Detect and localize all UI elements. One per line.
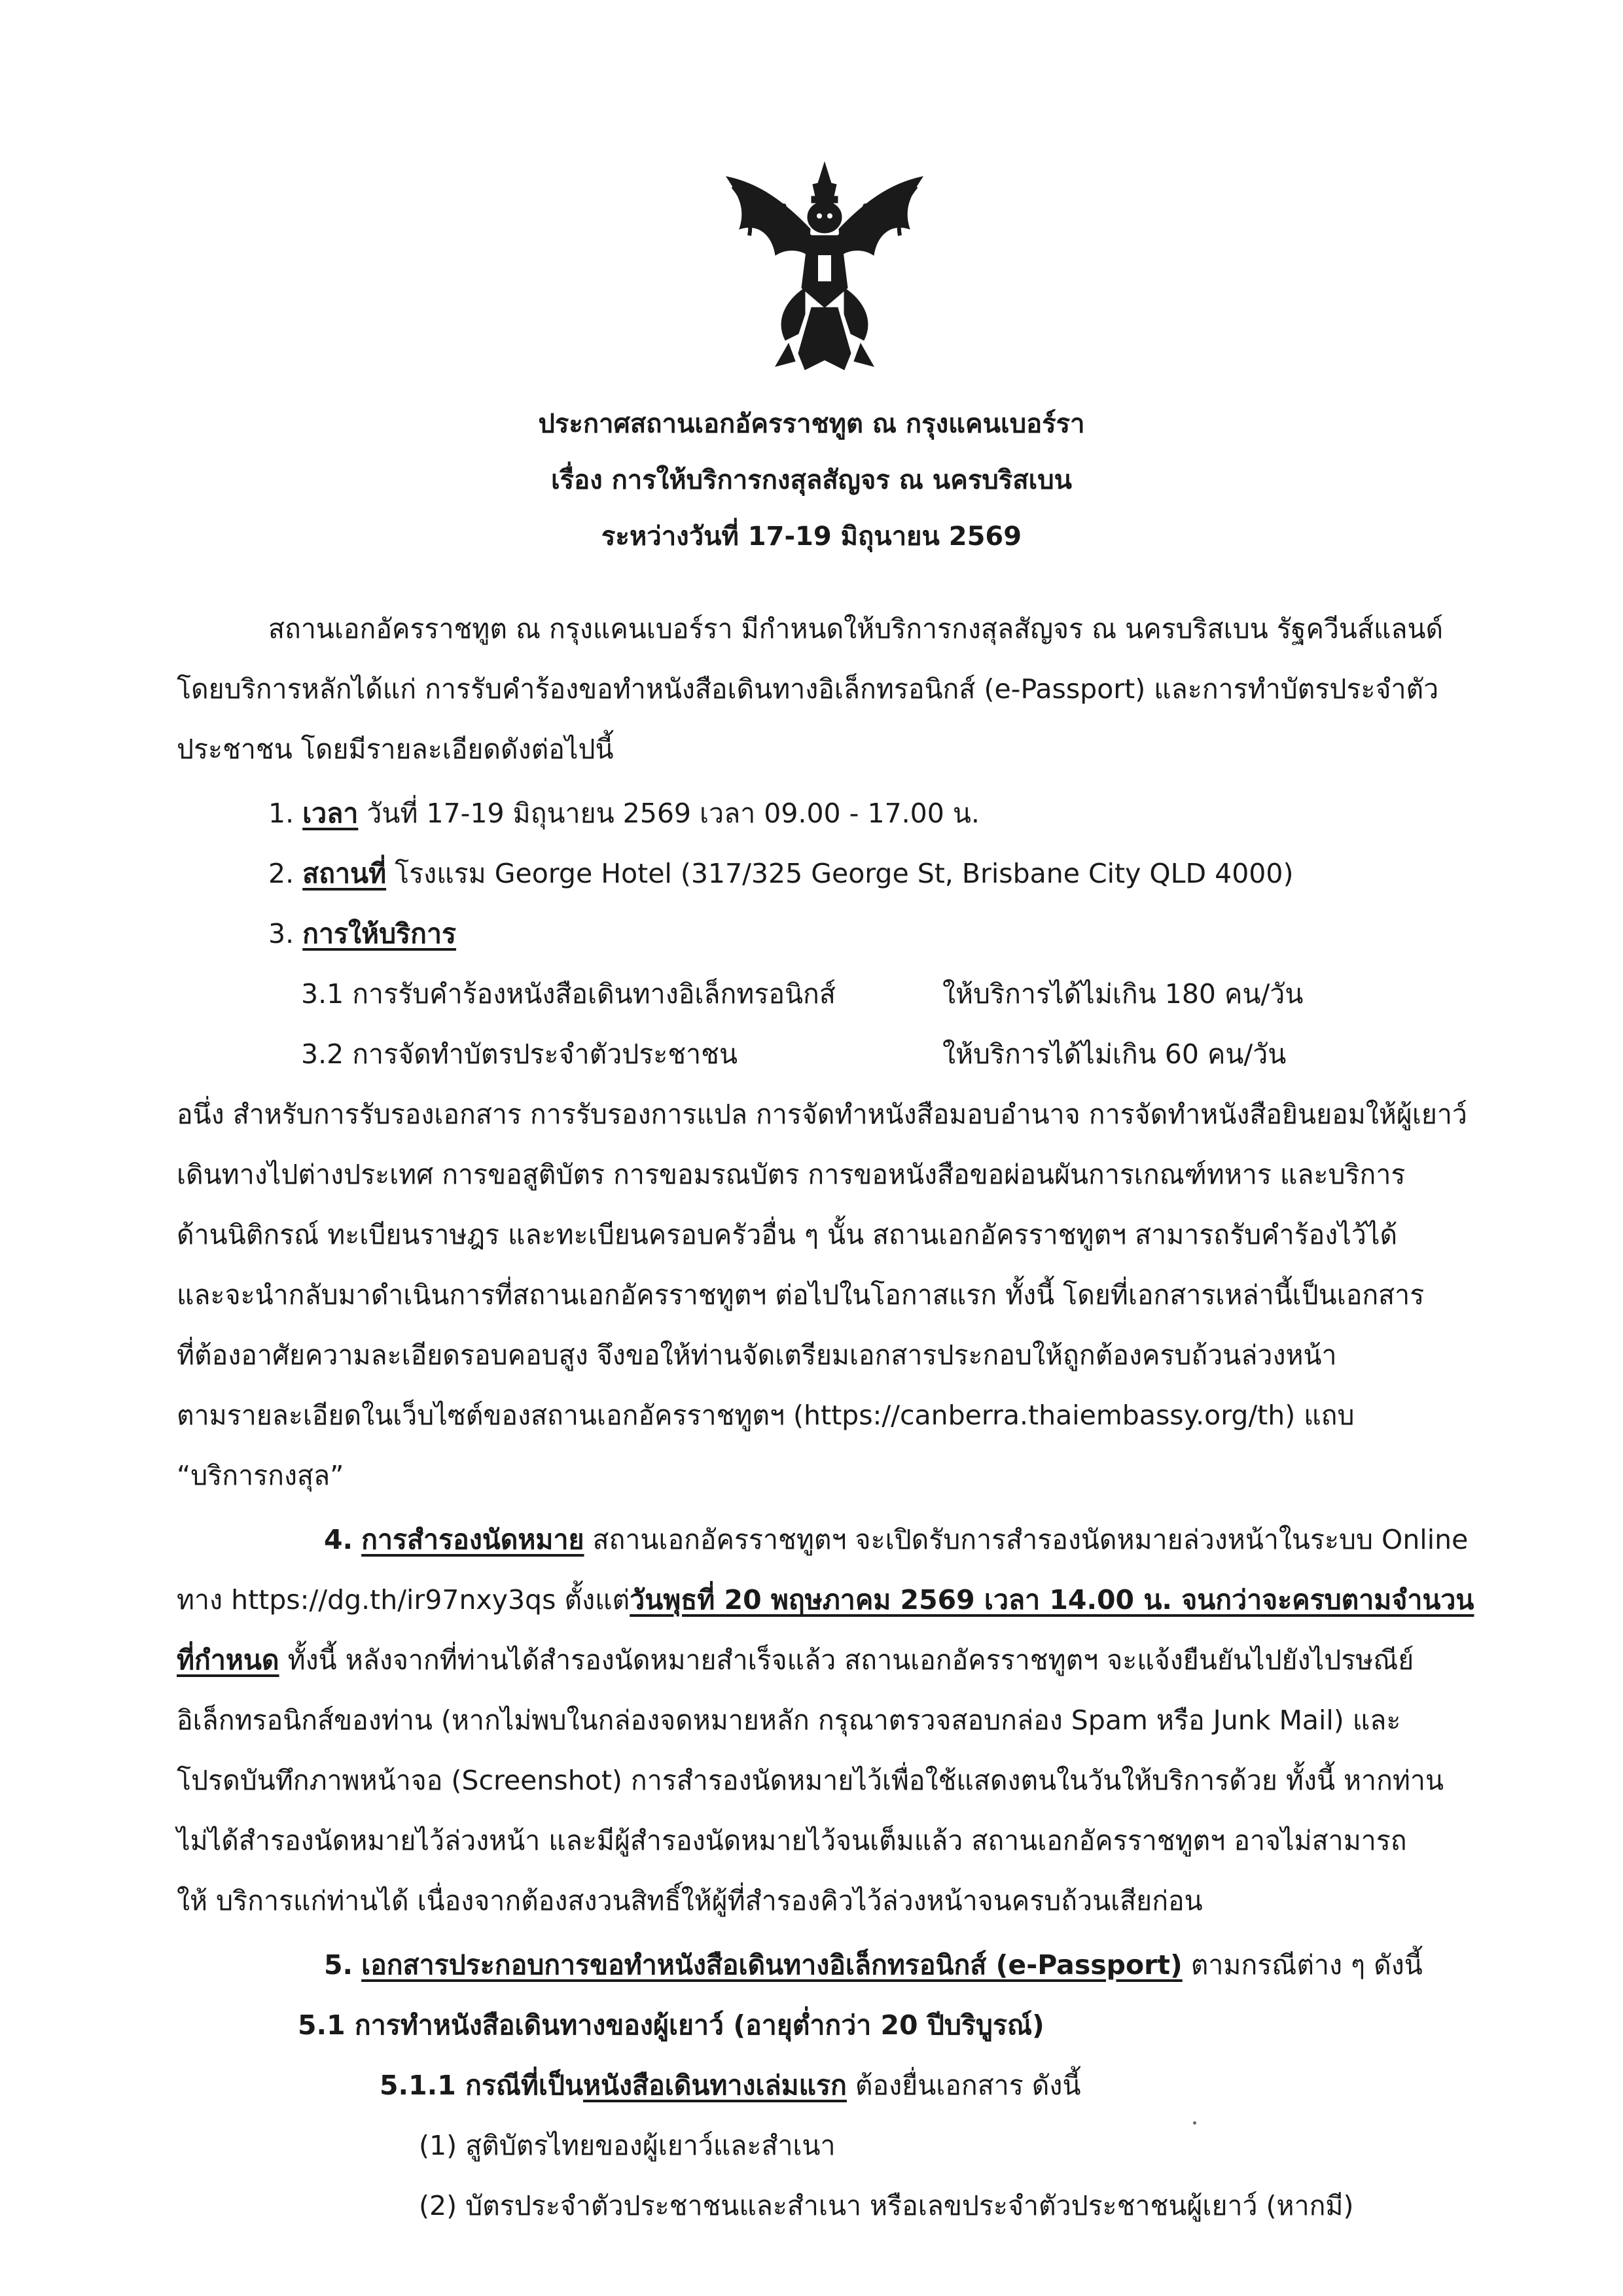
item-venue-label: สถานที่ bbox=[302, 858, 387, 889]
note-line-1: อนึ่ง สำหรับการรับรองเอกสาร การรับรองการแปล การจัดทำหนังสือมอบอำนาจ การจัดทำหนังสือยินยอมให้ผู้เยาว์ bbox=[177, 1099, 1467, 1130]
service-name: 3.1 การรับคำร้องหนังสือเดินทางอิเล็กทรอนิกส์ bbox=[301, 978, 836, 1010]
garuda-emblem-icon bbox=[713, 157, 936, 380]
announcement-body bbox=[177, 599, 1474, 2236]
item-number: 1. bbox=[268, 798, 294, 829]
heading-line-2: เรื่อง การให้บริการกงสุลสัญจร ณ นครบริสเบน bbox=[550, 465, 1073, 495]
item-booking-line-2 bbox=[177, 1570, 1474, 1630]
heading-line-3: ระหว่างวันที่ 17-19 มิถุนายน 2569 bbox=[601, 521, 1022, 552]
required-document-2: (2) บัตรประจำตัวประชาชนและสำเนา หรือเลขประจำตัวประชาชนผู้เยาว์ (หากมี) bbox=[419, 2190, 1354, 2221]
item-booking-label: การสำรองนัดหมาย bbox=[361, 1524, 584, 1555]
service-limit: ให้บริการได้ไม่เกิน 180 คน/วัน bbox=[942, 978, 1304, 1010]
item-venue-text: โรงแรม George Hotel (317/325 George St, Brisbane City QLD 4000) bbox=[386, 858, 1294, 889]
first-passport-label: หนังสือเดินทางเล่มแรก bbox=[582, 2070, 847, 2101]
note-line-6: ตามรายละเอียดในเว็บไซต์ของสถานเอกอัครราชทูตฯ (https://canberra.thaiembassy.org/th) แถบ bbox=[177, 1400, 1355, 1431]
item-number: 4. bbox=[324, 1524, 353, 1555]
booking-confirm-text: ทั้งนี้ หลังจากที่ท่านได้สำรองนัดหมายสำเร็จแล้ว สถานเอกอัครราชทูตฯ จะแจ้งยืนยันไปยังไปรษณีย์ bbox=[279, 1644, 1414, 1676]
item-services bbox=[177, 904, 1466, 964]
subsection-minor: 5.1 การทำหนังสือเดินทางของผู้เยาว์ (อายุต่ำกว่า 20 ปีบริบูรณ์) bbox=[298, 2009, 1044, 2041]
required-document-1: (1) สูติบัตรไทยของผู้เยาว์และสำเนา bbox=[419, 2130, 836, 2161]
booking-url-text: ทาง https://dg.th/ir97nxy3qs ตั้งแต่ bbox=[177, 1584, 630, 1616]
scan-speck bbox=[1193, 2121, 1196, 2125]
subsection-number: 5.1.1 กรณีที่เป็น bbox=[380, 2070, 583, 2101]
note-line-2: เดินทางไปต่างประเทศ การขอสูติบัตร การขอมรณบัตร การขอหนังสือขอผ่อนผันการเกณฑ์ทหาร และบริการ bbox=[177, 1159, 1406, 1190]
item-number: 2. bbox=[268, 858, 294, 889]
intro-line-3: ประชาชน โดยมีรายละเอียดดังต่อไปนี้ bbox=[177, 733, 614, 765]
item-booking-text: สถานเอกอัครราชทูตฯ จะเปิดรับการสำรองนัดหมายล่วงหน้าในระบบ Online bbox=[584, 1524, 1469, 1555]
service-name: 3.2 การจัดทำบัตรประจำตัวประชาชน bbox=[301, 1038, 738, 1070]
item-booking-line-5: โปรดบันทึกภาพหน้าจอ (Screenshot) การสำรองนัดหมายไว้เพื่อใช้แสดงตนในวันให้บริการด้วย ทั้งนี้ หากท่าน bbox=[177, 1765, 1444, 1796]
item-documents-text: ตามกรณีต่าง ๆ ดังนี้ bbox=[1182, 1949, 1423, 1981]
subsection-text: ต้องยื่นเอกสาร ดังนี้ bbox=[846, 2070, 1081, 2101]
item-venue bbox=[177, 843, 1466, 904]
note-line-7: “บริการกงสุล” bbox=[177, 1460, 344, 1491]
intro-line-1: สถานเอกอัครราชทูต ณ กรุงแคนเบอร์รา มีกำหนดให้บริการกงสุลสัญจร ณ นครบริสเบน รัฐควีนส์แลนด์ bbox=[268, 613, 1444, 645]
note-line-4: และจะนำกลับมาดำเนินการที่สถานเอกอัครราชทูตฯ ต่อไปในโอกาสแรก ทั้งนี้ โดยที่เอกสารเหล่านี้เป็นเอกสาร bbox=[177, 1279, 1425, 1311]
announcement-heading bbox=[0, 396, 1623, 565]
heading-line-1: ประกาศสถานเอกอัครราชทูต ณ กรุงแคนเบอร์รา bbox=[538, 409, 1085, 439]
note-line-3: ด้านนิติกรณ์ ทะเบียนราษฎร และทะเบียนครอบครัวอื่น ๆ นั้น สถานเอกอัครราชทูตฯ สามารถรับคำร้องไว้ได้ bbox=[177, 1219, 1398, 1250]
service-limit: ให้บริการได้ไม่เกิน 60 คน/วัน bbox=[942, 1038, 1287, 1070]
item-documents-label: เอกสารประกอบการขอทำหนังสือเดินทางอิเล็กทรอนิกส์ (e-Passport) bbox=[361, 1949, 1183, 1981]
item-booking-line-4: อิเล็กทรอนิกส์ของท่าน (หากไม่พบในกล่องจดหมายหลัก กรุณาตรวจสอบกล่อง Spam หรือ Junk Mail) และ bbox=[177, 1704, 1401, 1736]
booking-limit-text: ที่กำหนด bbox=[177, 1644, 279, 1676]
item-number: 3. bbox=[268, 918, 294, 949]
item-booking-line-3 bbox=[177, 1630, 1466, 1690]
item-time bbox=[177, 783, 1466, 843]
item-time-label: เวลา bbox=[302, 798, 359, 829]
booking-open-date: วันพุธที่ 20 พฤษภาคม 2569 เวลา 14.00 น. จนกว่าจะครบตามจำนวน bbox=[630, 1584, 1474, 1616]
note-line-5: ที่ต้องอาศัยความละเอียดรอบคอบสูง จึงขอให้ท่านจัดเตรียมเอกสารประกอบให้ถูกต้องครบถ้วนล่วงหน้า bbox=[177, 1339, 1337, 1371]
item-documents bbox=[177, 1935, 1466, 1995]
item-booking-line-6: ไม่ได้สำรองนัดหมายไว้ล่วงหน้า และมีผู้สำรองนัดหมายไว้จนเต็มแล้ว สถานเอกอัครราชทูตฯ อาจไม่สามารถ bbox=[177, 1825, 1407, 1856]
intro-line-2: โดยบริการหลักได้แก่ การรับคำร้องขอทำหนังสือเดินทางอิเล็กทรอนิกส์ (e-Passport) และการทำบัตรประจำตัว bbox=[177, 673, 1439, 705]
subsection-first-passport bbox=[177, 2055, 1466, 2115]
item-services-label: การให้บริการ bbox=[302, 918, 457, 949]
item-number: 5. bbox=[324, 1949, 353, 1981]
service-row bbox=[177, 1024, 1466, 1084]
item-time-text: วันที่ 17-19 มิถุนายน 2569 เวลา 09.00 - 17.00 น. bbox=[358, 798, 980, 829]
item-booking-line-1 bbox=[177, 1510, 1469, 1570]
service-row bbox=[177, 964, 1466, 1024]
item-booking-line-7: ให้ บริการแก่ท่านได้ เนื่องจากต้องสงวนสิทธิ์ให้ผู้ที่สำรองคิวไว้ล่วงหน้าจนครบถ้วนเสียก่อน bbox=[177, 1885, 1203, 1916]
